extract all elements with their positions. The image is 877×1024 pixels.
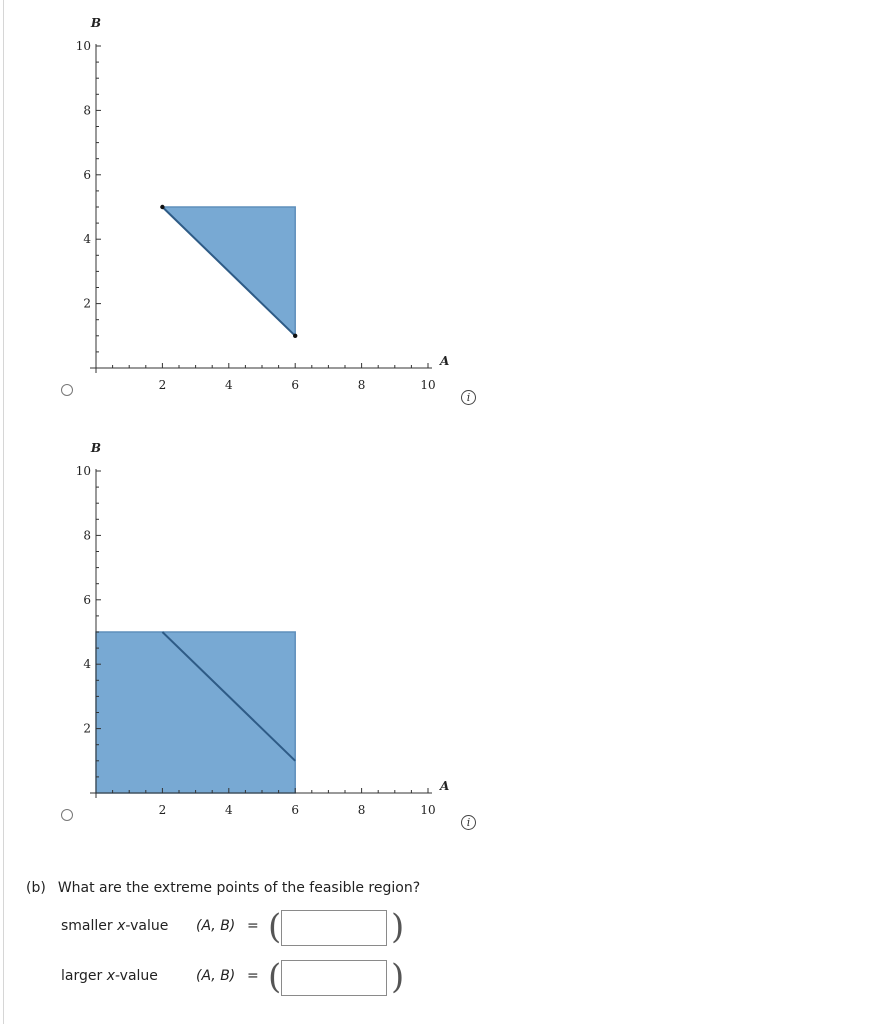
x-tick-label: 2 bbox=[158, 803, 167, 817]
info-icon[interactable]: i bbox=[461, 390, 476, 405]
larger-x-point-input[interactable] bbox=[281, 960, 387, 996]
x-axis-label: A bbox=[440, 354, 450, 368]
feasible-region bbox=[96, 632, 295, 793]
x-axis-label: A bbox=[440, 779, 450, 793]
y-tick-label: 4 bbox=[83, 657, 91, 672]
left-border bbox=[3, 0, 4, 1024]
graph-option-2 bbox=[60, 425, 520, 845]
x-tick-label: 6 bbox=[291, 803, 300, 817]
graph-option-1 bbox=[60, 0, 520, 420]
label-var: x bbox=[106, 968, 115, 984]
y-tick-label: 6 bbox=[83, 592, 91, 607]
graph-option-1-svg bbox=[60, 0, 520, 420]
answer-label bbox=[61, 918, 168, 934]
y-tick-label: 10 bbox=[75, 464, 91, 478]
equals-sign: = bbox=[247, 968, 259, 984]
left-paren: ( bbox=[268, 957, 282, 997]
pair-label: (A, B) bbox=[196, 968, 236, 984]
y-axis-label: B bbox=[90, 16, 102, 30]
y-tick-label: 2 bbox=[83, 296, 91, 311]
label-suffix: -value bbox=[114, 968, 158, 984]
vertex-point bbox=[293, 334, 297, 338]
label-var: x bbox=[117, 918, 126, 934]
pair-label: (A, B) bbox=[196, 918, 236, 934]
question-b bbox=[26, 880, 420, 896]
graph-option-2-svg bbox=[60, 425, 520, 845]
x-tick-label: 2 bbox=[158, 378, 167, 392]
radio-option-2[interactable] bbox=[61, 809, 73, 821]
label-suffix: -value bbox=[125, 918, 169, 934]
question-part-label: (b) bbox=[26, 880, 46, 896]
y-tick-label: 4 bbox=[83, 232, 91, 247]
equals-sign: = bbox=[247, 918, 259, 934]
x-tick-label: 10 bbox=[420, 803, 436, 817]
right-paren: ) bbox=[391, 907, 405, 947]
y-axis-label: B bbox=[90, 441, 102, 455]
label-prefix: smaller bbox=[61, 918, 118, 934]
y-tick-label: 8 bbox=[83, 528, 91, 543]
y-tick-label: 10 bbox=[75, 39, 91, 53]
smaller-x-point-input[interactable] bbox=[281, 910, 387, 946]
y-tick-label: 8 bbox=[83, 103, 91, 118]
x-tick-label: 4 bbox=[224, 378, 233, 392]
question-text: What are the extreme points of the feasible region? bbox=[57, 880, 421, 896]
y-tick-label: 6 bbox=[83, 167, 91, 182]
radio-option-1[interactable] bbox=[61, 384, 73, 396]
answer-label bbox=[61, 968, 158, 984]
x-tick-label: 6 bbox=[291, 378, 300, 392]
x-tick-label: 10 bbox=[420, 378, 436, 392]
vertex-point bbox=[160, 205, 164, 209]
left-paren: ( bbox=[268, 907, 282, 947]
right-paren: ) bbox=[391, 957, 405, 997]
y-tick-label: 2 bbox=[83, 721, 91, 736]
x-tick-label: 8 bbox=[357, 803, 366, 817]
x-tick-label: 4 bbox=[224, 803, 233, 817]
x-tick-label: 8 bbox=[357, 378, 366, 392]
label-prefix: larger bbox=[61, 968, 107, 984]
info-icon[interactable]: i bbox=[461, 815, 476, 830]
